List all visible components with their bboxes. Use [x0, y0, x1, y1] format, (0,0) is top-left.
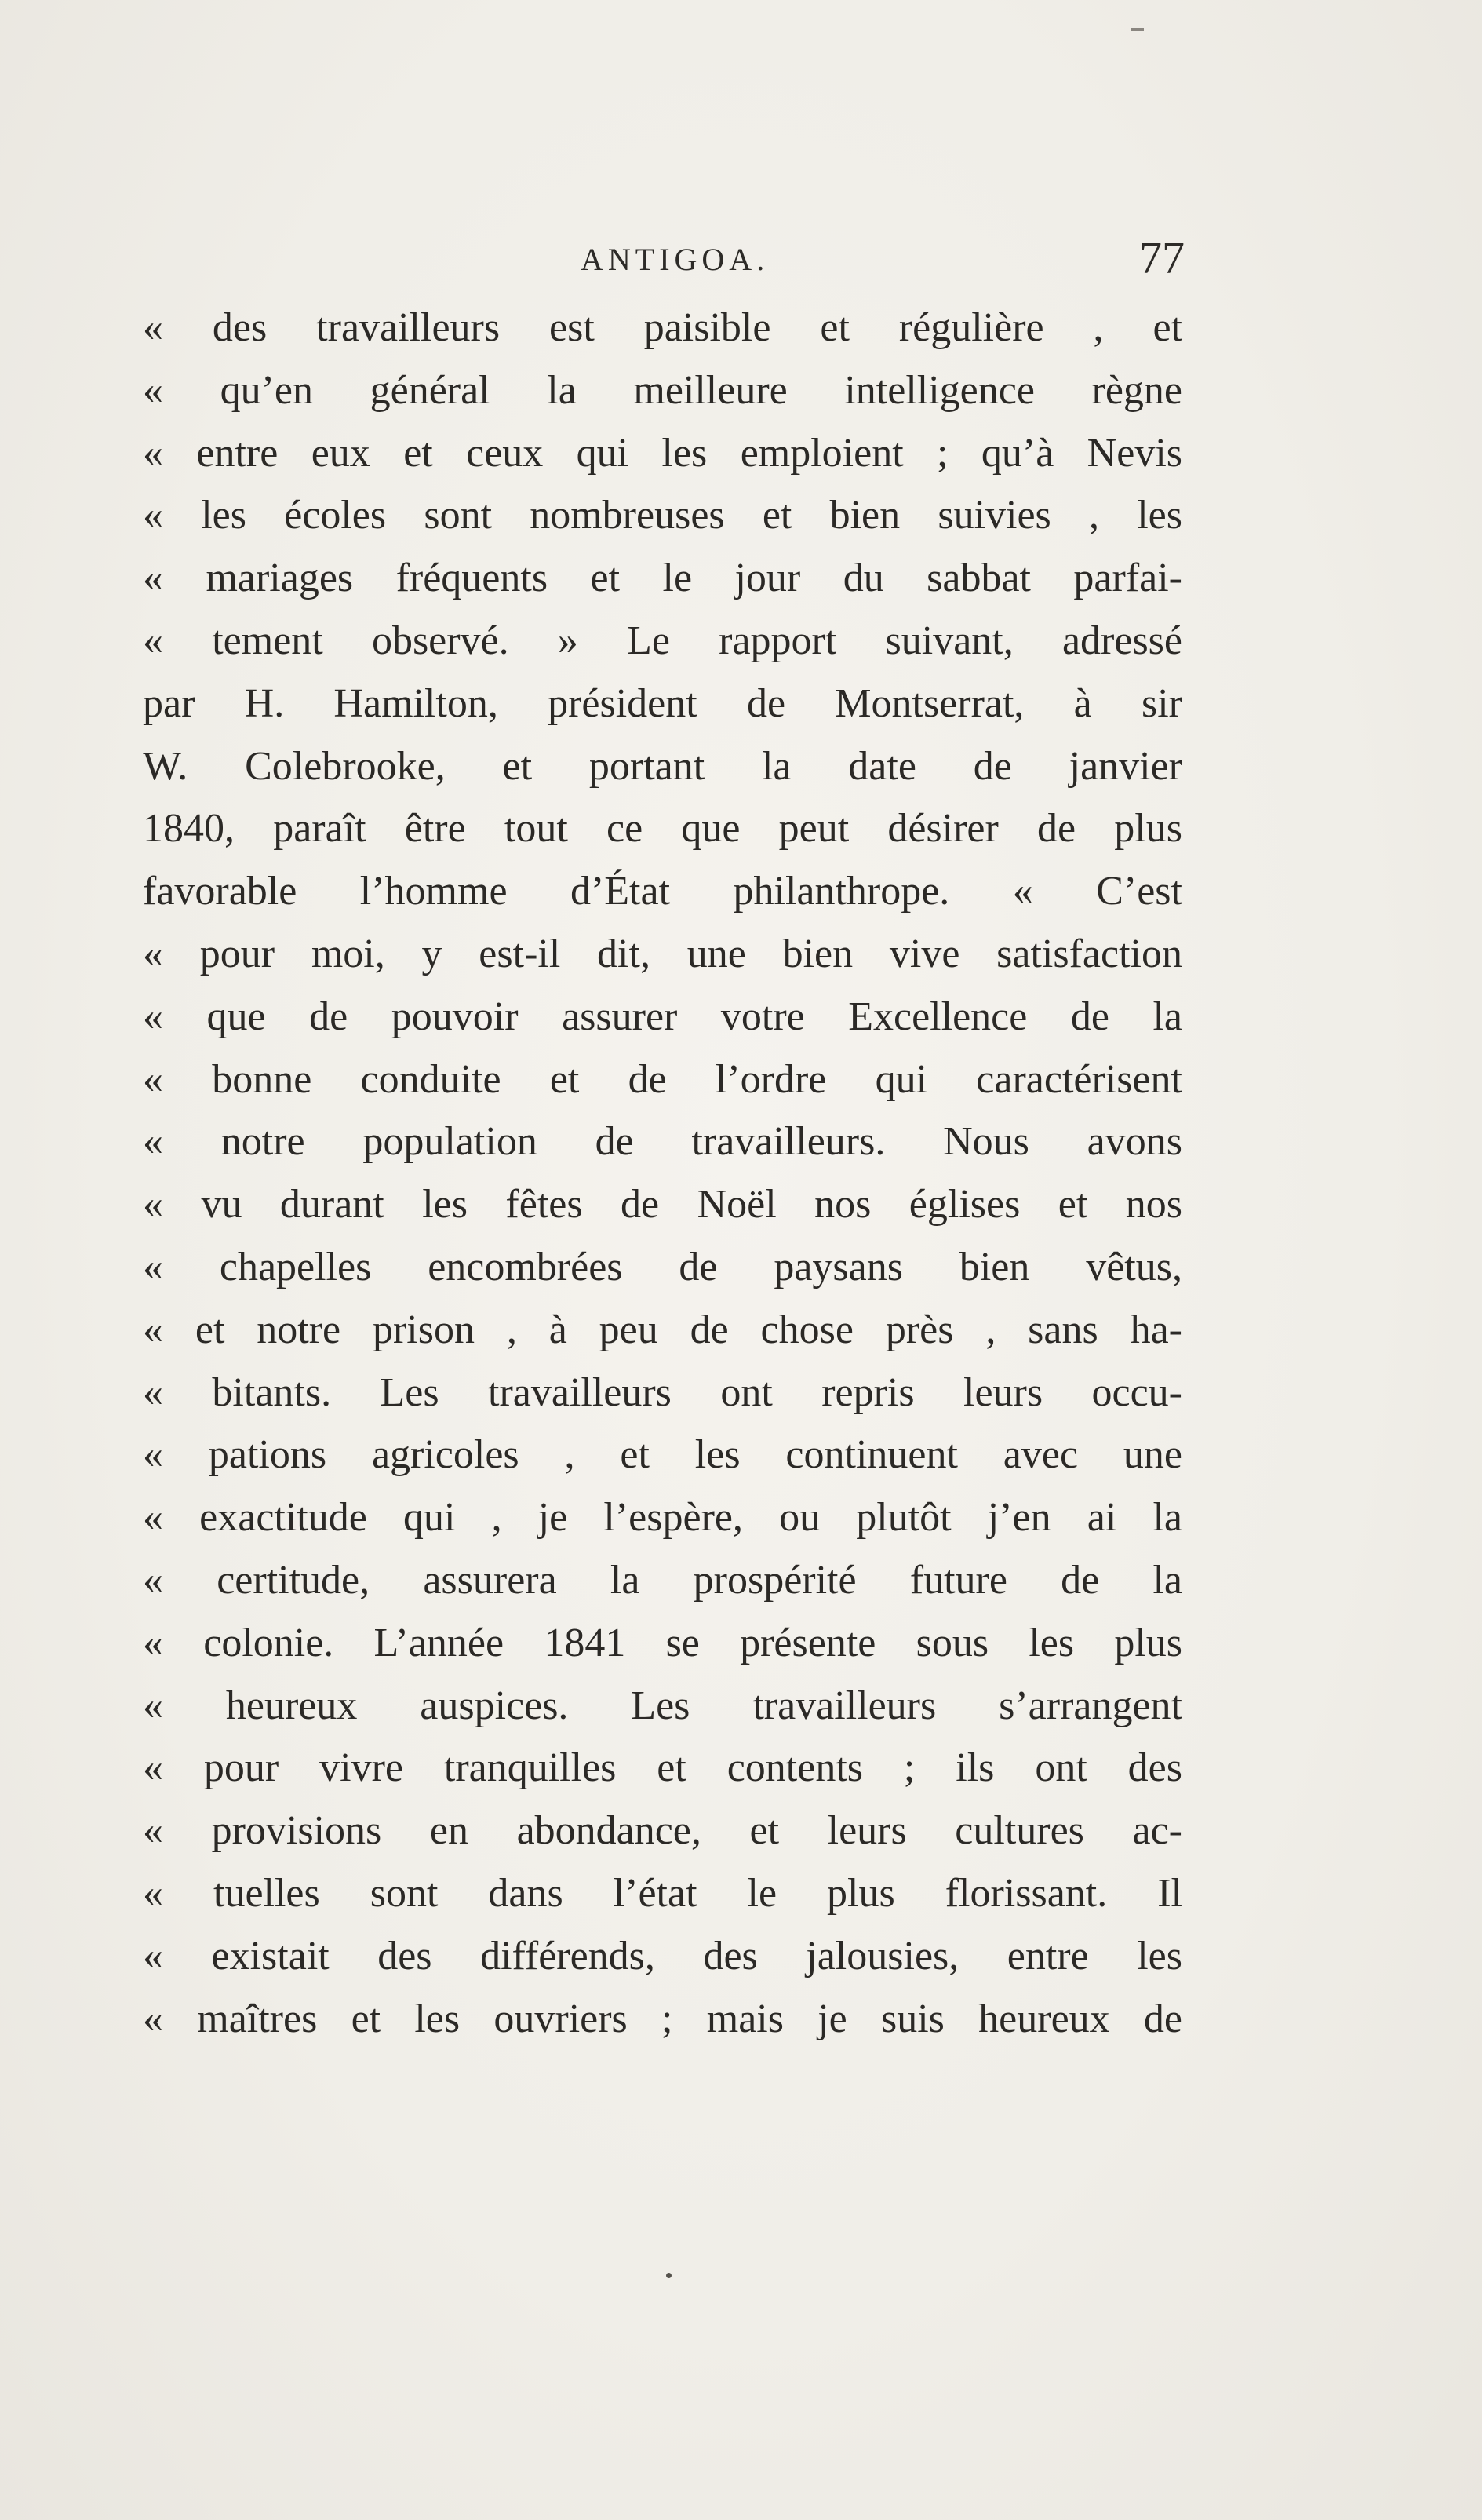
text-line: « certitude, assurera la prospérité future de la	[143, 1557, 1182, 1603]
ink-speck	[666, 2273, 672, 2278]
text-line: favorable l’homme d’État philanthrope. « C’est	[143, 869, 1182, 914]
body-text	[143, 297, 1182, 2050]
text-line: « maîtres et les ouvriers ; mais je suis heureux de	[143, 1996, 1182, 2041]
text-line: 1840, paraît être tout ce que peut désirer de plus	[143, 806, 1182, 852]
page-number: 77	[1139, 232, 1185, 283]
text-line: « exactitude qui , je l’espère, ou plutôt j’en ai la	[143, 1495, 1182, 1541]
text-line: « tuelles sont dans l’état le plus florissant. Il	[143, 1870, 1182, 1916]
text-line: « entre eux et ceux qui les emploient ; qu’à Nevis	[143, 430, 1182, 476]
text-line: « pations agricoles , et les continuent avec une	[143, 1432, 1182, 1478]
text-line: « existait des différends, des jalousies, entre les	[143, 1933, 1182, 1978]
text-line: W. Colebrooke, et portant la date de janvier	[143, 743, 1182, 789]
page-edge-mark	[1131, 28, 1144, 31]
text-line: « vu durant les fêtes de Noël nos églises et nos	[143, 1182, 1182, 1227]
text-line: « pour vivre tranquilles et contents ; ils ont des	[143, 1745, 1182, 1791]
text-line: « bonne conduite et de l’ordre qui caractérisent	[143, 1056, 1182, 1102]
text-line: « bitants. Les travailleurs ont repris leurs occu-	[143, 1369, 1182, 1415]
text-line: « tement observé. » Le rapport suivant, adressé	[143, 618, 1182, 663]
text-line: « colonie. L’année 1841 se présente sous les plus	[143, 1620, 1182, 1665]
text-line: « que de pouvoir assurer votre Excellence de la	[143, 994, 1182, 1039]
text-line: « les écoles sont nombreuses et bien suivies , les	[143, 493, 1182, 538]
text-line: « pour moi, y est-il dit, une bien vive satisfaction	[143, 931, 1182, 976]
text-line: « notre population de travailleurs. Nous avons	[143, 1119, 1182, 1165]
text-line: « des travailleurs est paisible et régulière , et	[143, 305, 1182, 350]
running-head	[141, 232, 1185, 294]
text-line: « heureux auspices. Les travailleurs s’arrangent	[143, 1683, 1182, 1728]
text-line: « qu’en général la meilleure intelligence règne	[143, 367, 1182, 413]
text-line: « provisions en abondance, et leurs cultures ac-	[143, 1808, 1182, 1854]
running-title: ANTIGOA.	[581, 242, 770, 277]
text-line: « mariages fréquents et le jour du sabbat parfai-	[143, 556, 1182, 601]
text-line: « chapelles encombrées de paysans bien vêtus,	[143, 1244, 1182, 1289]
text-line: « et notre prison , à peu de chose près , sans ha-	[143, 1307, 1182, 1352]
text-line: par H. Hamilton, président de Montserrat, à sir	[143, 680, 1182, 726]
